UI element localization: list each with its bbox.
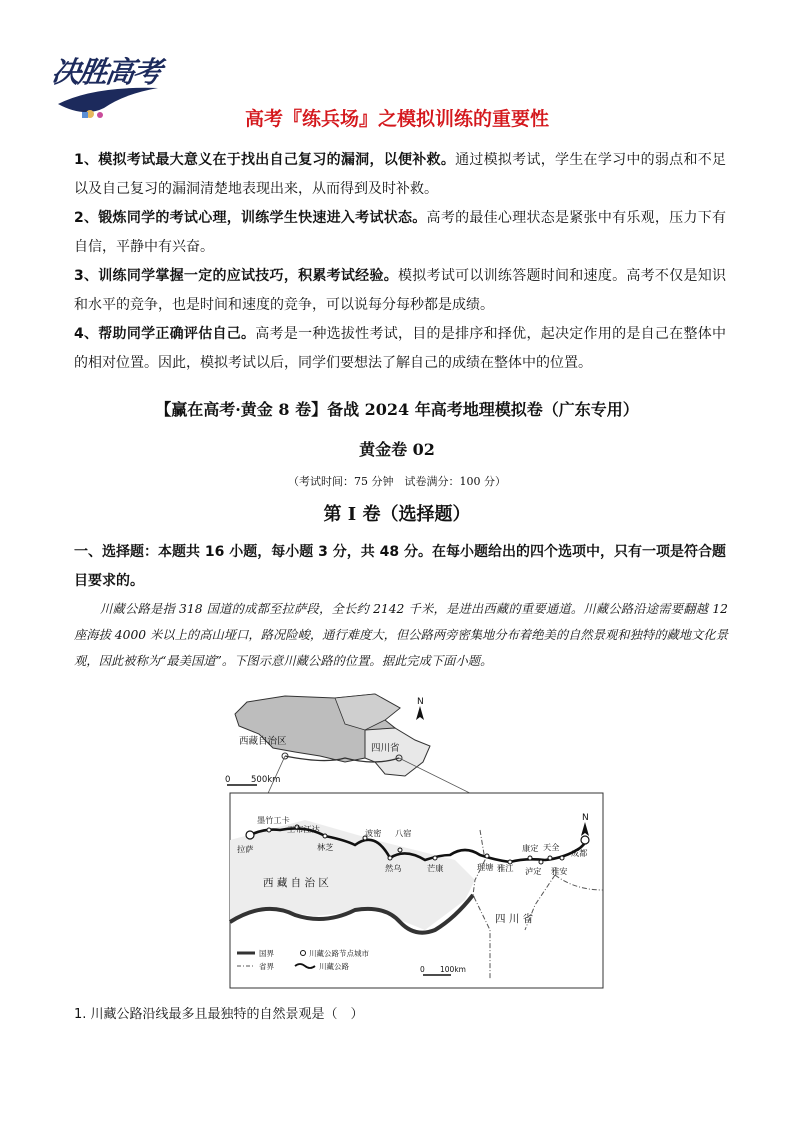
question-1: 1. 川藏公路沿线最多且最独特的自然景观是（ ） <box>74 1007 364 1022</box>
question-passage: 川藏公路是指 318 国道的成都至拉萨段，全长约 2142 千米，是进出西藏的重要通道。川藏公路沿途需要翻越 12 座海拔 4000 米以上的高山垭口，路况险峻，通行难度大，但公路两旁密集地分布着绝美的自然景观和独特的藏地文化景观，因此被称为“最美国道”。下图示意川藏公路的位置。据此完成下面小题。 <box>74 602 728 668</box>
intro-item-4-bold: 4、帮助同学正确评估自己。 <box>74 326 256 342</box>
document-title: 高考『练兵场』之模拟训练的重要性 <box>244 108 549 130</box>
city-label-basu: 八宿 <box>395 828 412 838</box>
city-label-luding: 泸定 <box>525 866 542 876</box>
city-label-mozhugongka: 墨竹工卡 <box>257 815 290 825</box>
intro-item-1 <box>74 146 726 204</box>
section-heading: 一、选择题：本题共 16 小题，每小题 3 分，共 48 分。在每小题给出的四个选项中，只有一项是符合题目要求的。 <box>74 544 726 589</box>
region-label-tibet: 西 藏 自 治 区 <box>263 877 329 889</box>
legend-city-label: 川藏公路节点城市 <box>309 949 369 958</box>
exam-title: 【赢在高考·黄金 8 卷】备战 2024 年高考地理模拟卷（广东专用） <box>155 400 639 419</box>
inset-label-sichuan: 四川省 <box>371 743 400 754</box>
intro-item-4-text: 高考是一种选拔性考试，目的是排序和择优，起决定作用的是自己在整体中的相对位置。因此，模拟考试以后，同学们要想法了解自己的成绩在整体中的位置。 <box>74 326 726 371</box>
inset-label-tibet: 西藏自治区 <box>239 736 287 747</box>
legend-city-symbol <box>301 951 306 956</box>
intro-item-1-text: 通过模拟考试，学生在学习中的弱点和不足以及自己复习的漏洞清楚地表现出来，从而得到及时补救。 <box>74 152 726 197</box>
city-label-tianquan: 天全 <box>543 842 560 852</box>
exam-time: （考试时间：75 分钟 试卷满分：100 分） <box>288 475 506 488</box>
inset-north-arrow-icon <box>416 706 424 720</box>
city-marker-basu <box>398 848 402 852</box>
city-marker-linzhi <box>323 834 327 838</box>
city-label-bomi: 波密 <box>365 828 382 838</box>
legend-province-label: 省界 <box>259 962 274 971</box>
intro-item-2 <box>74 204 726 262</box>
city-marker-luding <box>539 860 543 864</box>
city-marker-lhasa <box>246 831 254 839</box>
sichuan-tibet-road-map <box>225 690 605 990</box>
intro-item-2-bold: 2、锻炼同学的考试心理，训练学生快速进入考试状态。 <box>74 210 427 226</box>
city-marker-mozhugongka <box>267 828 271 832</box>
city-marker-ranwu <box>388 856 392 860</box>
city-marker-kangding <box>528 856 532 860</box>
main-scale-zero: 0 <box>420 965 425 974</box>
city-label-lhasa: 拉萨 <box>237 844 254 854</box>
intro-item-4 <box>74 320 726 378</box>
inset-scale-value: 500km <box>251 775 281 785</box>
city-label-yajiang: 雅江 <box>497 863 514 873</box>
city-marker-mangkang <box>433 856 437 860</box>
city-label-kangding: 康定 <box>522 843 539 853</box>
part-title: 第 I 卷（选择题） <box>323 504 471 525</box>
inset-map <box>225 694 430 785</box>
main-north-label: N <box>582 813 589 823</box>
intro-item-2-text: 高考的最佳心理状态是紧张中有乐观，压力下有自信，平静中有兴奋。 <box>74 210 726 255</box>
intro-item-3-text: 模拟考试可以训练答题时间和速度。高考不仅是知识和水平的竞争，也是时间和速度的竞争，可以说每分每秒都是成绩。 <box>74 268 727 313</box>
city-marker-chengdu <box>581 836 589 844</box>
inset-north-label: N <box>417 697 424 707</box>
logo-text: 决胜高考 <box>49 55 163 89</box>
inset-scale-zero: 0 <box>225 775 231 785</box>
region-label-sichuan: 四 川 省 <box>495 913 534 925</box>
city-marker-litang <box>485 854 489 858</box>
legend-border-label: 国界 <box>259 949 274 958</box>
city-label-gongbujiangda: 工布江达 <box>287 824 320 834</box>
intro-section <box>74 146 726 378</box>
main-scale-value: 100km <box>440 965 466 974</box>
intro-item-3 <box>74 262 726 320</box>
intro-item-3-bold: 3、训练同学掌握一定的应试技巧，积累考试经验。 <box>74 268 399 284</box>
city-marker-tianquan <box>548 856 552 860</box>
city-label-ranwu: 然乌 <box>385 863 402 873</box>
intro-item-1-bold: 1、模拟考试最大意义在于找出自己复习的漏洞，以便补救。 <box>74 152 456 168</box>
city-marker-yaan <box>560 856 564 860</box>
city-label-litang: 理塘 <box>477 862 494 872</box>
city-label-yaan: 雅安 <box>551 866 568 876</box>
city-label-linzhi: 林芝 <box>317 842 334 852</box>
city-label-chengdu: 成都 <box>571 848 588 858</box>
city-label-mangkang: 芒康 <box>427 863 444 873</box>
legend-road-label: 川藏公路 <box>319 962 349 971</box>
exam-subtitle: 黄金卷 02 <box>359 440 435 459</box>
